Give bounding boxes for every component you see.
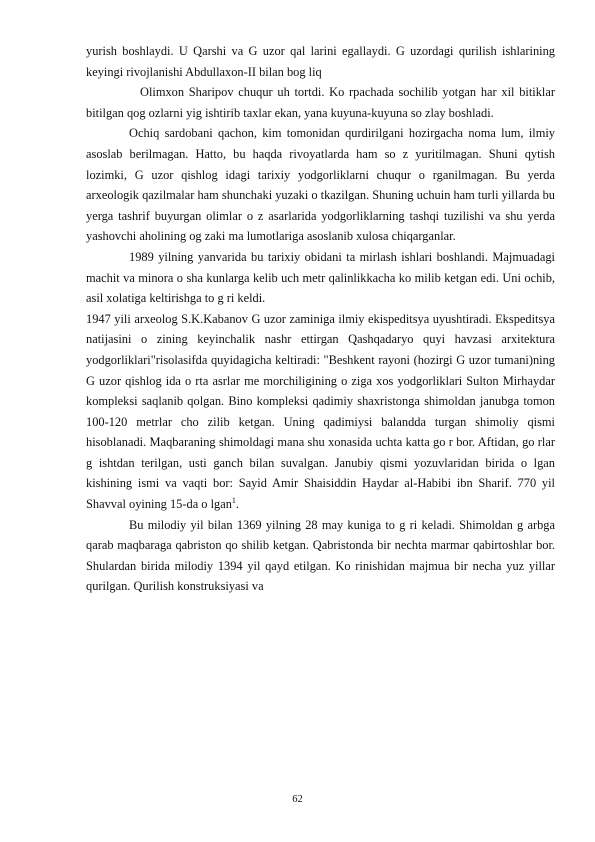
- paragraph-3: Ochiq sardobani qachon, kim tomonidan qurdirilgani hozirgacha noma lum, ilmiy asoslab berilmagan. Hatto, bu haqda rivoyatlarda ham so z yuritilmagan. Shuni qytish lozimki, G uzor qishlog idagi tarixiy yodgorliklarni chuqur o rganilmagan. Bu yerda arxeologik qazilmalar ham shunchaki yuzaki o tkazilgan. Shuning uchuin ham turli yillarda bu yerga tashrif buyurgan olimlar o z asarlarida yodgorliklarning tashqi tuzilishi va shu yerda yashovchi aholining og zaki ma lumotlariga asoslanib xulosa chiqarganlar.: [86, 126, 555, 244]
- paragraph-2: Olimxon Sharipov chuqur uh tortdi. Ko rpachada sochilib yotgan har xil bitiklar bitilgan qog ozlarni yig ishtirib taxlar ekan, yana kuyuna-kuyuna so zlay boshladi.: [86, 85, 555, 120]
- paragraph-5: [86, 309, 555, 515]
- paragraph-5-tail: .: [235, 497, 240, 512]
- document-body: [86, 41, 555, 597]
- paragraph-5-text: 1947 yili arxeolog S.K.Kabanov G uzor zaminiga ilmiy ekispeditsya uyushtiradi. Ekspeditsya natijasini o zining keyinchalik nashr ettirgan Qashqadaryo quyi havzasi arxitektura yodgorliklari"risolasifda quyidagicha keltiradi: "Beshkent rayoni (hozirgi G uzor tumani)ning G uzor qishlog ida o rta asrlar me morchiligining o ziga xos yodgorliklari Sulton Mirhaydar kompleksi saqlanib qolgan. Bino kompleksi qadimiy shaxristonga shimoldan janubga tomon 100-120 metrlar cho zilib ketgan. Uning qadimiysi balandda turgan shimoliy qismi hisoblanadi. Maqbaraning shimoldagi mana shu xonasida uchta katta go r bor. Aftidan, go rlar g ishtdan terilgan, usti ganch bilan suvalgan. Janubiy qismi yozuvlaridan birida o lgan kishining ismi va vaqti bor: Sayid Amir Shaisiddin Haydar al-Habibi ibn Sharif. 770 yil Shavval oyining 15-da o lgan: [86, 311, 555, 512]
- footnote-reference[interactable]: 1: [231, 495, 236, 505]
- paragraph-1: yurish boshlaydi. U Qarshi va G uzor qal larini egallaydi. G uzordagi qurilish ishlarining keyingi rivojlanishi Abdullaxon-II bilan bog liq: [86, 44, 555, 79]
- paragraph-6: Bu milodiy yil bilan 1369 yilning 28 may kuniga to g ri keladi. Shimoldan g arbga qarab maqbaraga qabriston qo shilib ketgan. Qabristonda bir nechta marmar qabirtoshlar bor. Shulardan birida milodiy 1394 yil qayd etilgan. Ko rinishidan majmua bir necha yuz yillar qurilgan. Qurilish konstruksiyasi va: [86, 517, 555, 594]
- paragraph-4: 1989 yilning yanvarida bu tarixiy obidani ta mirlash ishlari boshlandi. Majmuadagi machit va minora o sha kunlarga kelib uch metr qalinlikkacha ko milib ketgan edi. Uni ochib, asil xolatiga keltirishga to g ri keldi.: [86, 249, 555, 306]
- page-number: 62: [292, 794, 303, 805]
